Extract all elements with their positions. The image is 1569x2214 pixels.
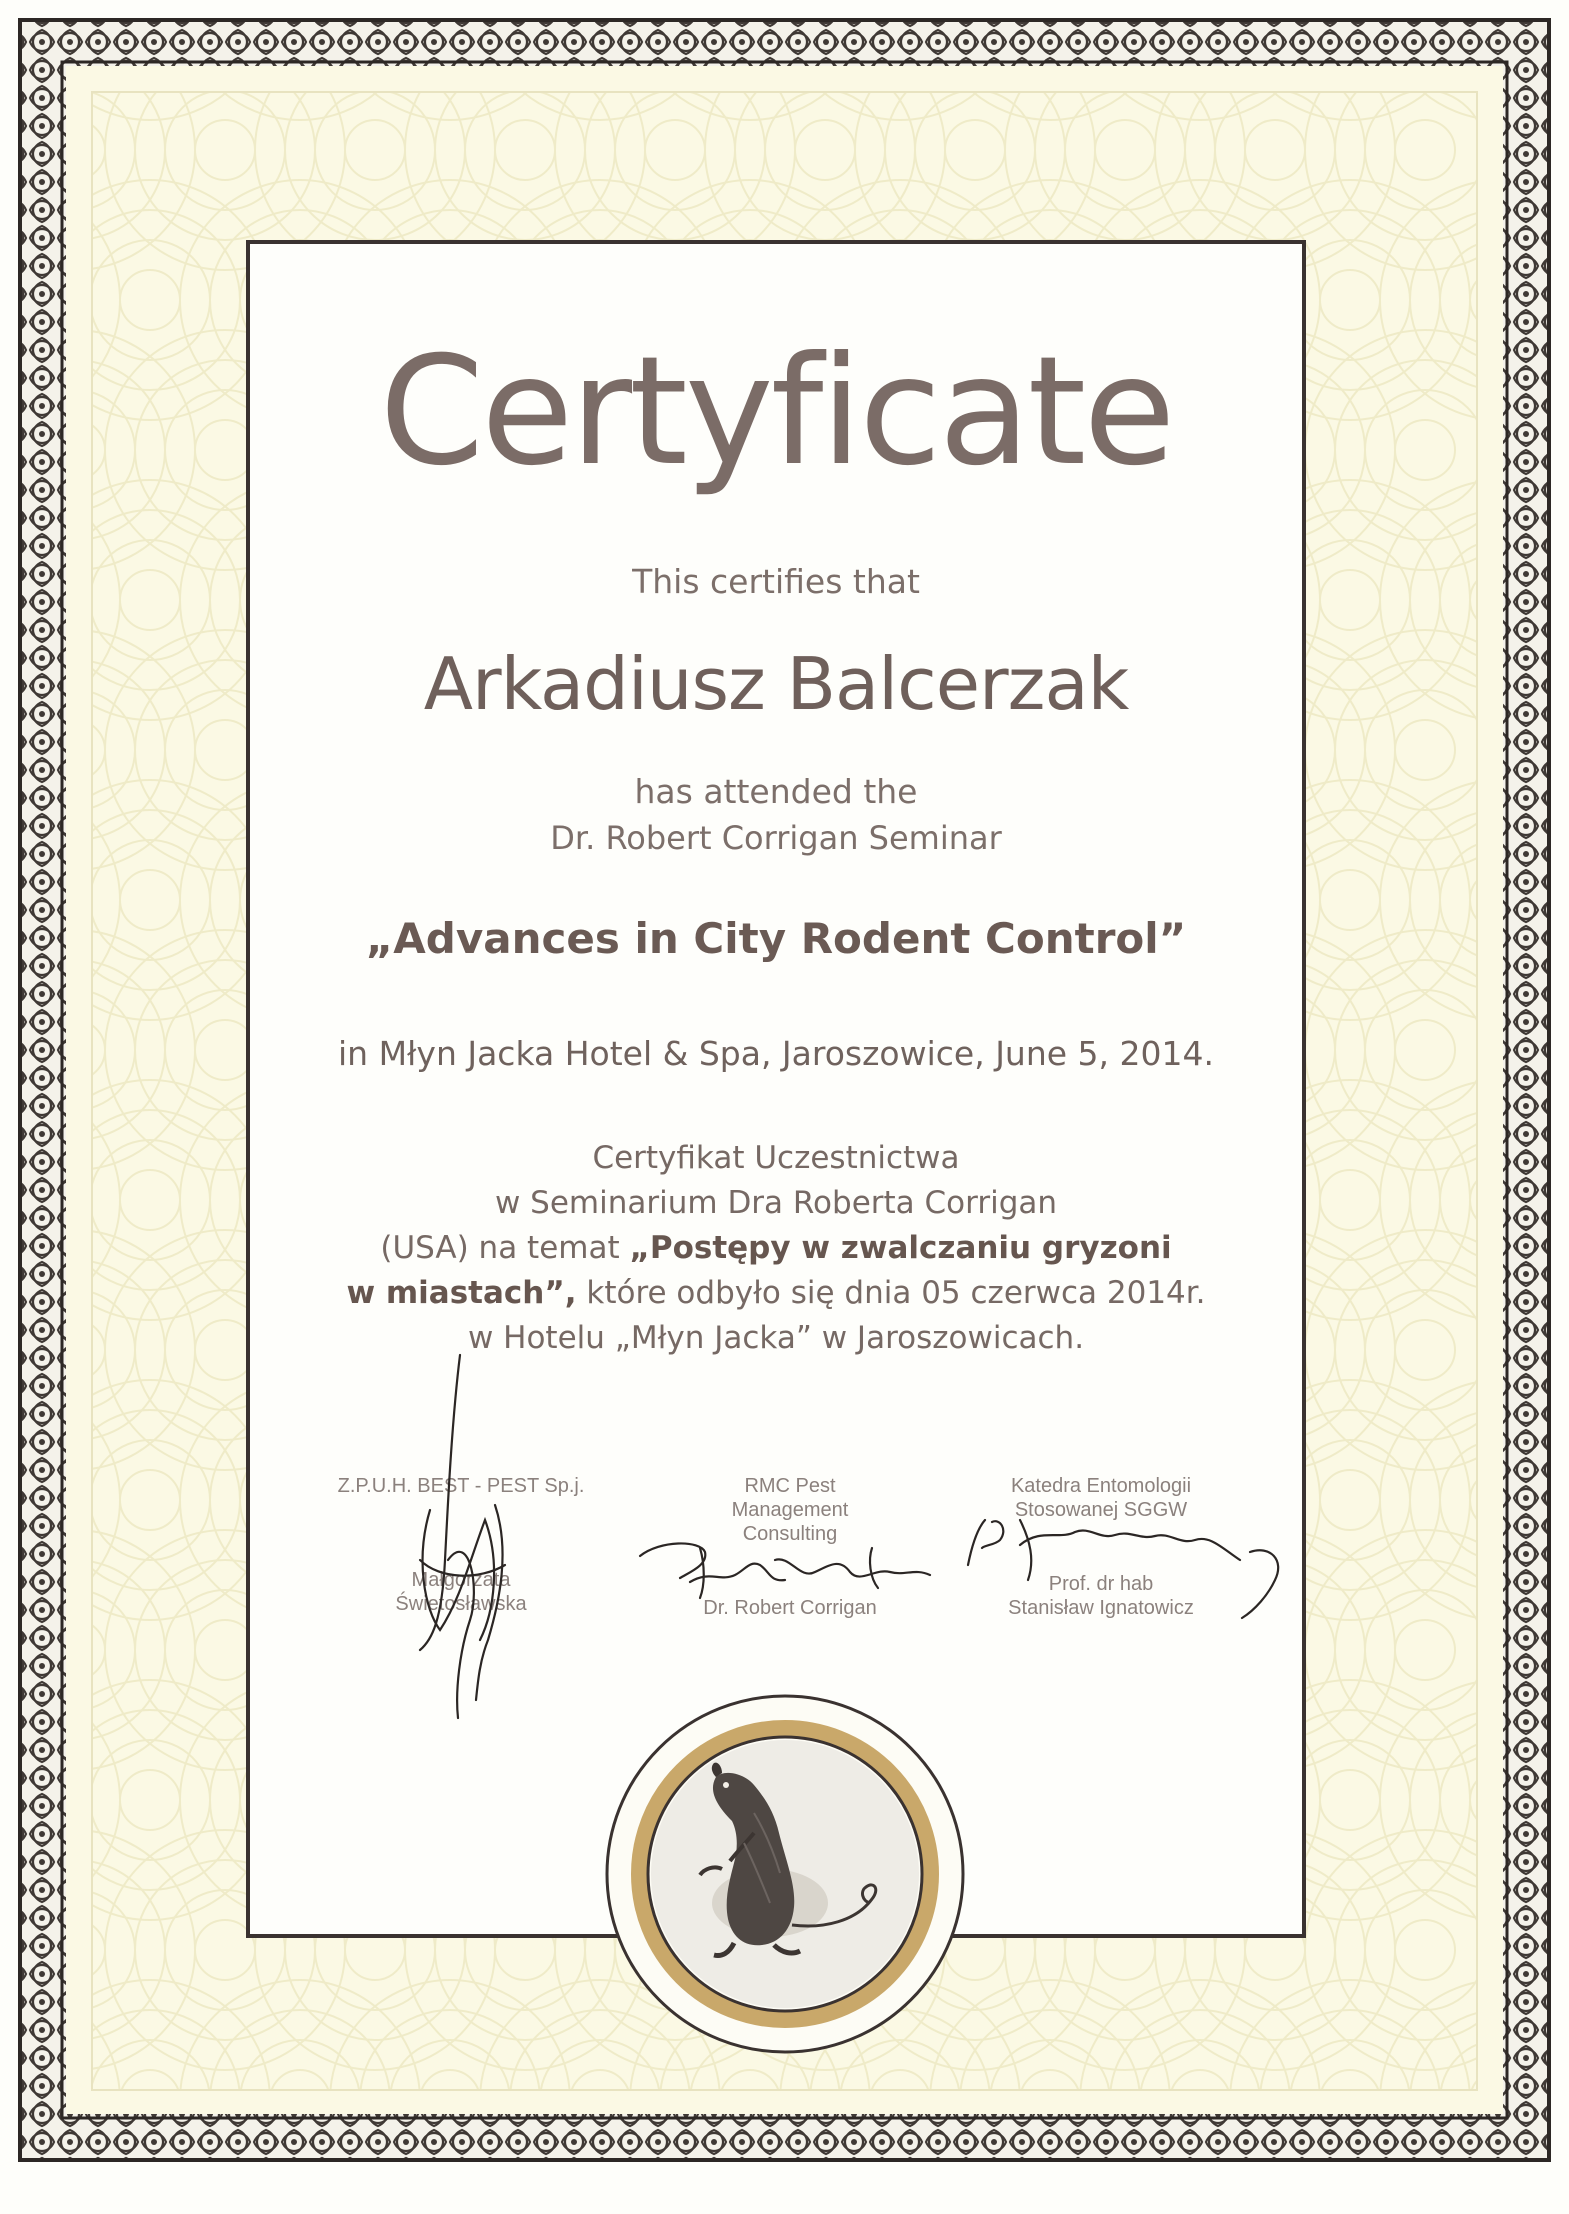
- signatory-name-line: Stanisław Ignatowicz: [1008, 1597, 1194, 1619]
- signatory-name-line: Świetosławska: [395, 1593, 527, 1615]
- polish-line-4: [250, 1271, 1302, 1316]
- certifies-text: This certifies that: [632, 562, 920, 601]
- polish-topic-part2: w miastach”,: [346, 1275, 577, 1311]
- seminar-name: Dr. Robert Corrigan Seminar: [550, 819, 1002, 857]
- polish-line-1: Certyfikat Uczestnictwa: [592, 1140, 960, 1176]
- signatory-name-line: Małgorzata: [411, 1569, 511, 1591]
- polish-topic-part1: „Postępy w zwalczaniu gryzoni: [629, 1230, 1172, 1266]
- polish-line-3: [250, 1226, 1302, 1271]
- rat-emblem-seal: [604, 1693, 966, 2055]
- venue-date: in Młyn Jacka Hotel & Spa, Jaroszowice, June 5, 2014.: [338, 1034, 1214, 1073]
- signatory-best-pest: [296, 1474, 626, 1616]
- signatory-org: Consulting: [742, 1523, 838, 1545]
- certificate-title: Certyficate: [379, 325, 1173, 499]
- certificate-panel: [246, 240, 1306, 1938]
- polish-line-3-text: (USA) na temat: [380, 1230, 630, 1266]
- recipient-name: Arkadiusz Balcerzak: [423, 642, 1129, 726]
- signatory-org: Z.P.U.H. BEST - PEST Sp.j.: [337, 1475, 585, 1497]
- polish-line-4-text: które odbyło się dnia 05 czerwca 2014r.: [576, 1275, 1206, 1311]
- signatory-rmc: [640, 1474, 940, 1620]
- signatory-org: Stosowanej SGGW: [1014, 1499, 1188, 1521]
- signatory-name-line: Prof. dr hab: [1048, 1573, 1154, 1595]
- signatory-name-line: Dr. Robert Corrigan: [703, 1597, 877, 1619]
- signatory-org: Management: [731, 1499, 849, 1521]
- polish-line-5: w Hotelu „Młyn Jacka” w Jaroszowicach.: [467, 1320, 1085, 1356]
- signatory-org: RMC Pest: [744, 1475, 836, 1497]
- signatory-sggw: [946, 1474, 1256, 1620]
- signatory-org: Katedra Entomologii: [1010, 1475, 1192, 1497]
- polish-line-2: w Seminarium Dra Roberta Corrigan: [494, 1185, 1058, 1221]
- attended-text: has attended the: [634, 772, 918, 811]
- seminar-title: „Advances in City Rodent Control”: [365, 914, 1187, 963]
